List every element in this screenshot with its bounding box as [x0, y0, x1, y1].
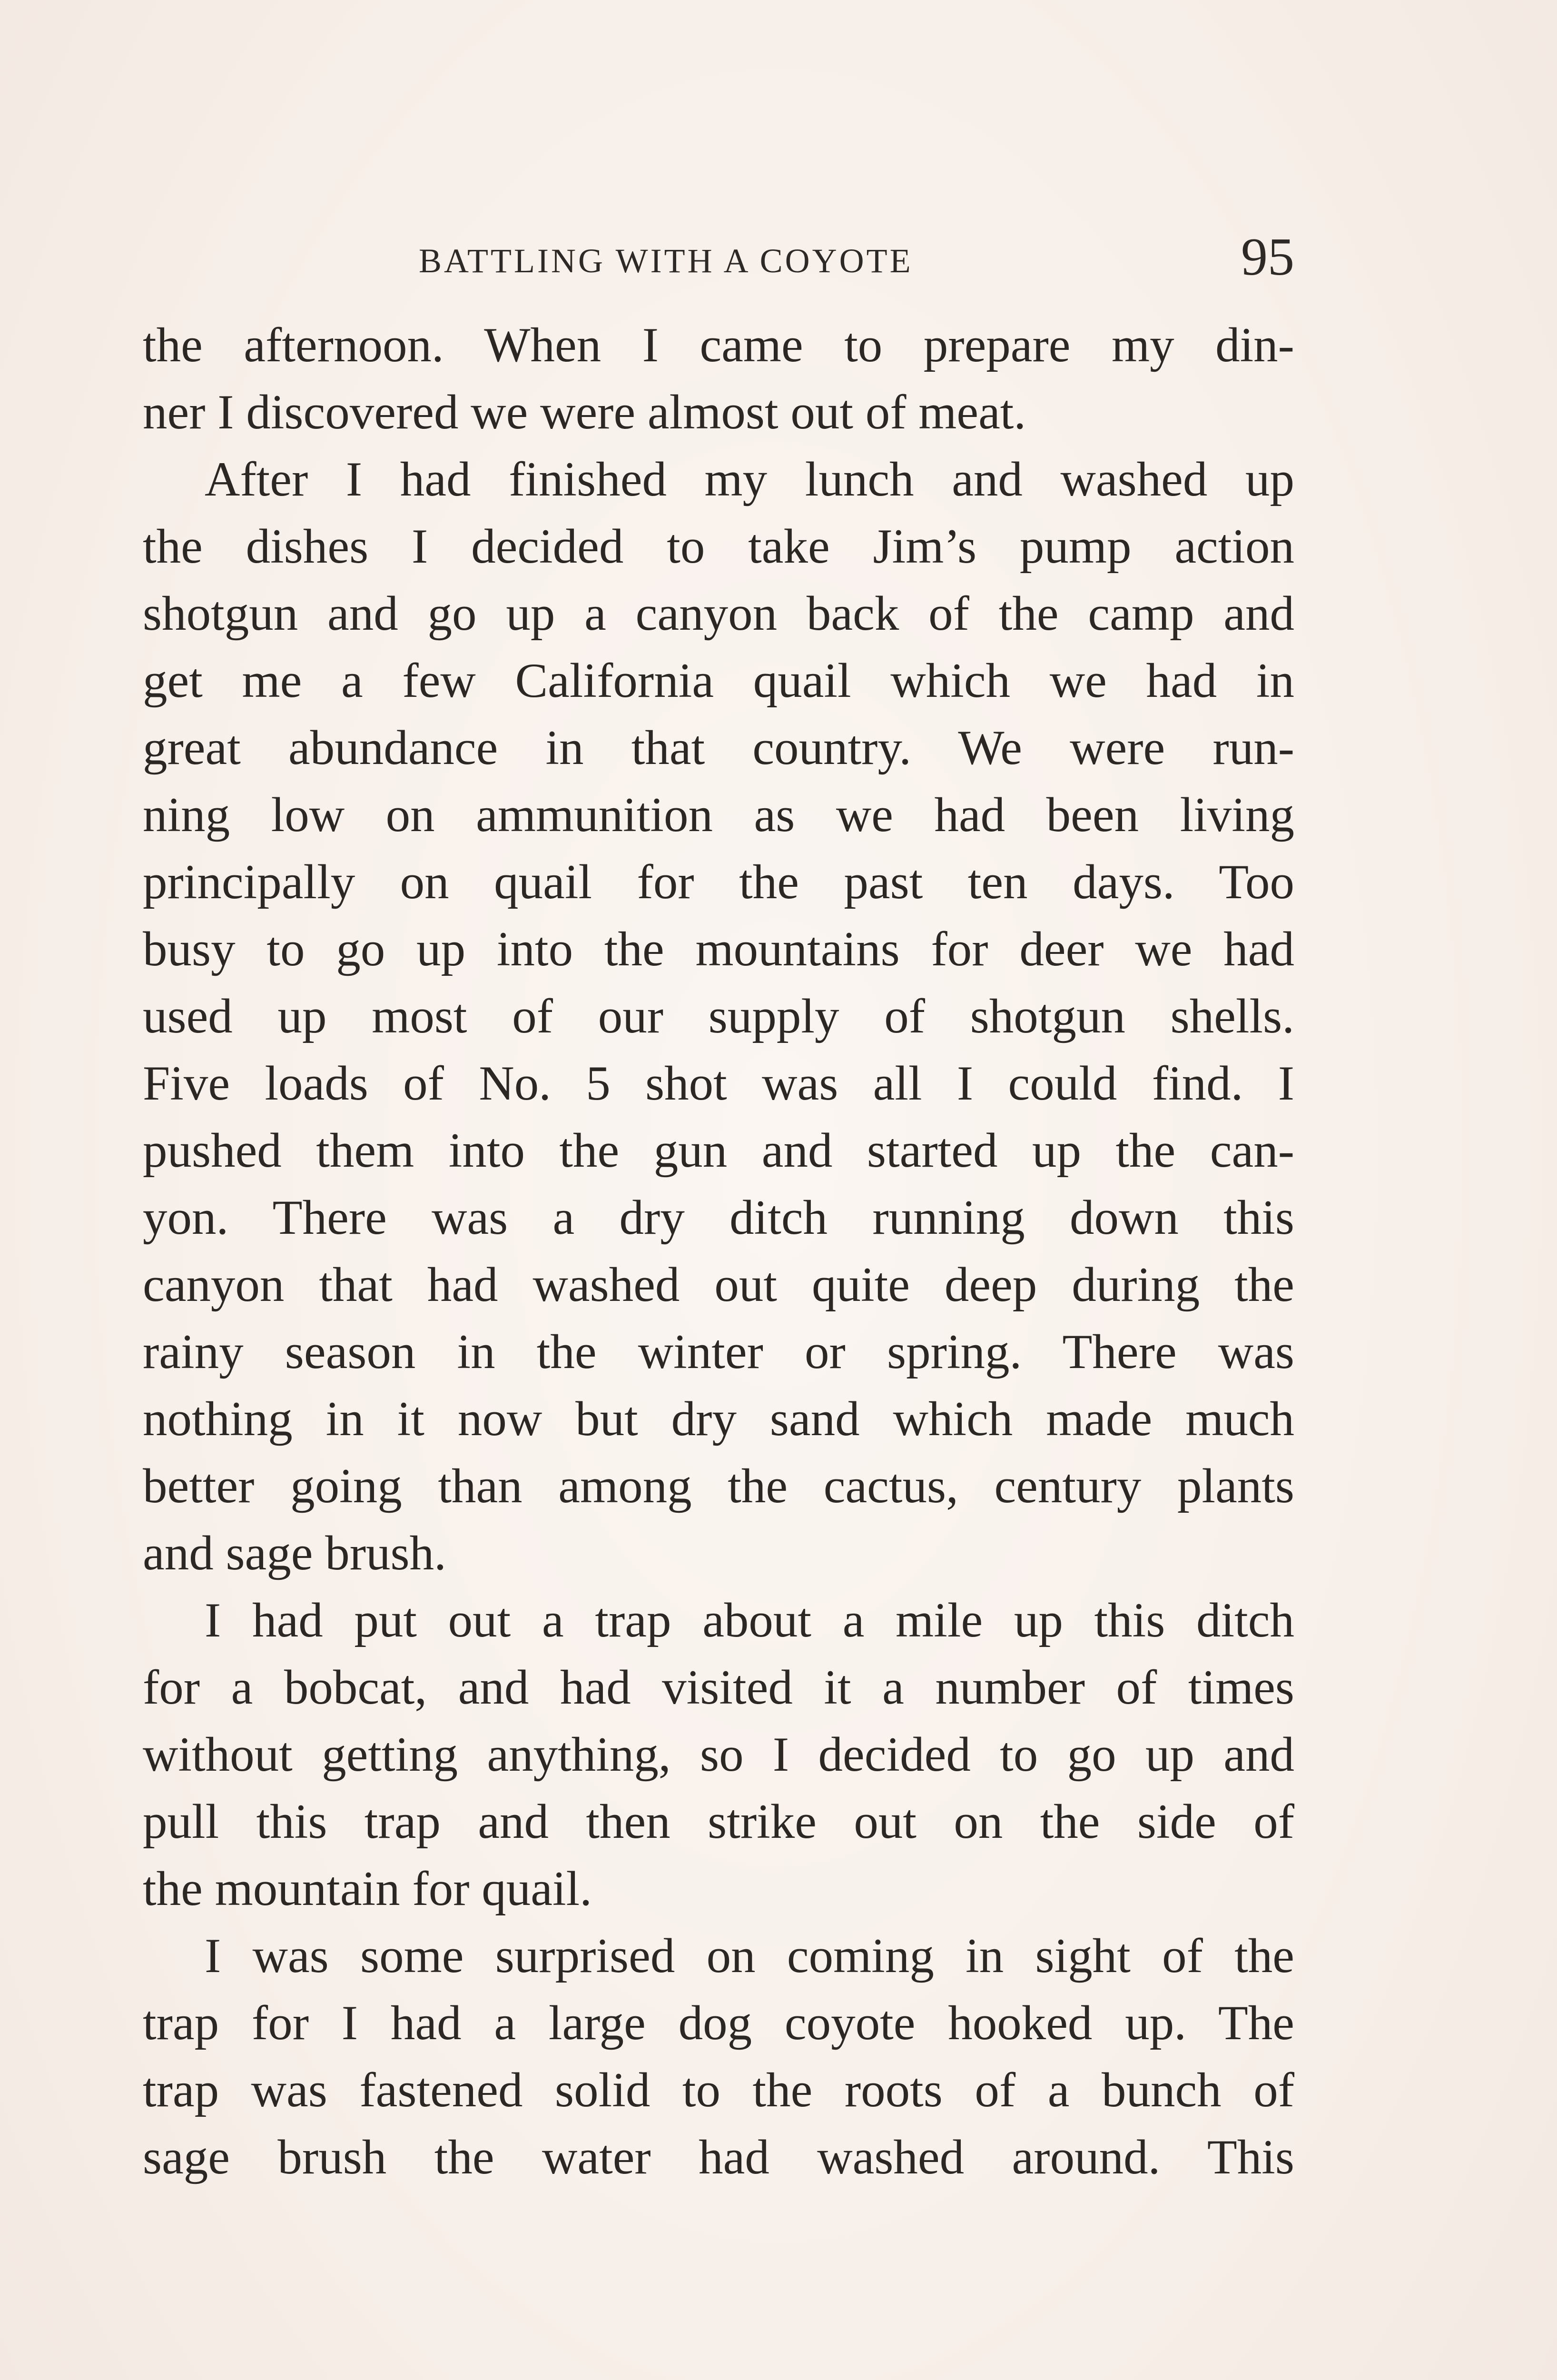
text-line: the dishes I decided to take Jim’s pump action — [143, 519, 1294, 574]
text-line: without getting anything, so I decided to go up and — [143, 1727, 1294, 1782]
text-line: pushed them into the gun and started up the can- — [143, 1123, 1294, 1178]
paragraph-first-line: I had put out a trap about a mile up this ditch — [205, 1593, 1294, 1647]
text-line: nothing in it now but dry sand which made much — [143, 1392, 1294, 1446]
text-line: Five loads of No. 5 shot was all I could find. I — [143, 1056, 1294, 1111]
paragraph-first-line: I was some surprised on coming in sight of the — [205, 1929, 1294, 1983]
text-line: used up most of our supply of shotgun shells. — [143, 989, 1294, 1043]
body-text — [143, 312, 1294, 2191]
text-line: rainy season in the winter or spring. There was — [143, 1325, 1294, 1379]
text-line: yon. There was a dry ditch running down this — [143, 1190, 1294, 1245]
text-line: busy to go up into the mountains for deer we had — [143, 922, 1294, 976]
text-line: shotgun and go up a canyon back of the camp and — [143, 586, 1294, 641]
text-line: get me a few California quail which we had in — [143, 654, 1294, 708]
text-line: ning low on ammunition as we had been living — [143, 788, 1294, 842]
text-line: for a bobcat, and had visited it a number of times — [143, 1660, 1294, 1715]
paragraph-first-line: After I had finished my lunch and washed up — [205, 452, 1294, 506]
page-number: 95 — [1241, 228, 1294, 287]
text-line: canyon that had washed out quite deep during the — [143, 1258, 1294, 1312]
text-line: the mountain for quail. — [143, 1862, 592, 1916]
text-line: trap for I had a large dog coyote hooked up. The — [143, 1996, 1294, 2050]
text-line: and sage brush. — [143, 1526, 446, 1580]
running-head — [143, 224, 1294, 300]
text-line: principally on quail for the past ten days. Too — [143, 855, 1294, 909]
text-line: great abundance in that country. We were run- — [143, 721, 1294, 775]
text-line: ner I discovered we were almost out of meat. — [143, 385, 1026, 439]
text-line: better going than among the cactus, century plants — [143, 1459, 1294, 1513]
text-line: pull this trap and then strike out on the side of — [143, 1795, 1294, 1849]
text-line: sage brush the water had washed around. This — [143, 2130, 1294, 2184]
text-line: the afternoon. When I came to prepare my din- — [143, 318, 1294, 372]
running-title: BATTLING WITH A COYOTE — [419, 242, 913, 280]
text-line: trap was fastened solid to the roots of a bunch of — [143, 2063, 1294, 2117]
